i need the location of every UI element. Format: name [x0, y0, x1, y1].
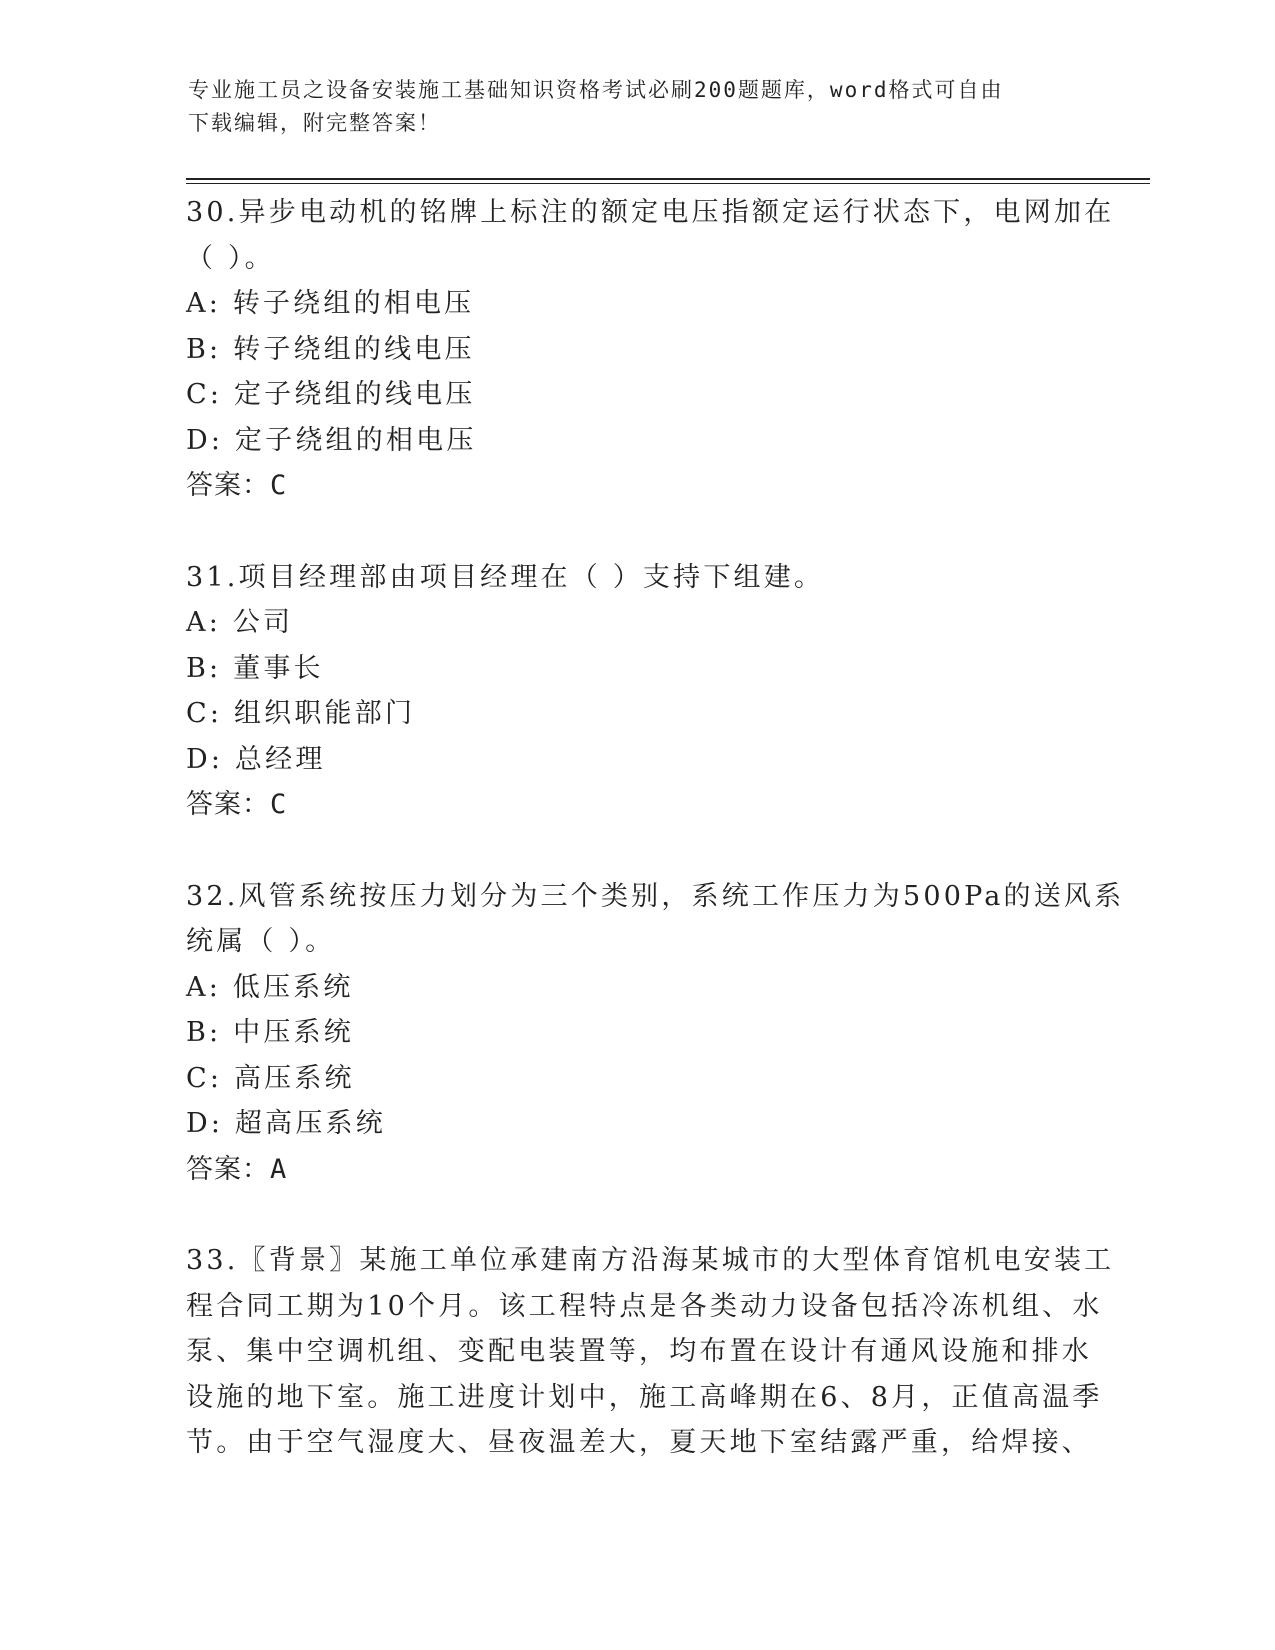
question-stem: 33.〖背景〗某施工单位承建南方沿海某城市的大型体育馆机电安装工	[186, 1245, 1115, 1276]
option-b: B: 董事长	[186, 652, 324, 684]
header-divider-thick	[186, 178, 1150, 180]
answer-label: 答案：	[186, 789, 270, 820]
question-stem: 节。由于空气湿度大、昼夜温差大，夏天地下室结露严重，给焊接、	[186, 1427, 1092, 1458]
question-stem: 泵、集中空调机组、变配电装置等，均布置在设计有通风设施和排水	[186, 1336, 1092, 1367]
header-line-1: 专业施工员之设备安装施工基础知识资格考试必刷200题题库，word格式可自由	[188, 78, 1004, 102]
question-stem: 设施的地下室。施工进度计划中，施工高峰期在6、8月，正值高温季	[186, 1381, 1103, 1413]
answer-label: 答案：	[186, 470, 270, 501]
answer-value: A	[270, 1153, 288, 1185]
answer-value: C	[270, 789, 288, 820]
question-33	[186, 1238, 1115, 1466]
question-32	[186, 874, 1125, 1193]
question-stem: 30.异步电动机的铭牌上标注的额定电压指额定运行状态下，电网加在	[186, 197, 1115, 228]
header-line-2: 下载编辑，附完整答案！	[188, 111, 441, 135]
header-divider-thin	[186, 183, 1150, 184]
question-31	[186, 555, 1086, 828]
option-d: D: 总经理	[186, 743, 326, 775]
answer-line	[186, 463, 1086, 509]
option-a: A: 低压系统	[186, 971, 354, 1003]
answer-label: 答案：	[186, 1153, 270, 1185]
option-c: C: 高压系统	[186, 1062, 355, 1094]
question-30	[186, 190, 1115, 509]
question-stem: 31.项目经理部由项目经理在（ ）支持下组建。	[186, 561, 825, 593]
option-b: B: 中压系统	[186, 1017, 354, 1048]
question-stem: 程合同工期为10个月。该工程特点是各类动力设备包括冷冻机组、水	[186, 1290, 1103, 1322]
question-stem: 统属（ ）。	[186, 926, 336, 957]
option-d: D: 定子绕组的相电压	[186, 424, 477, 456]
option-d: D: 超高压系统	[186, 1108, 386, 1139]
option-a: A: 公司	[186, 607, 294, 638]
answer-line	[186, 1147, 1086, 1193]
option-c: C: 定子绕组的线电压	[186, 379, 476, 410]
question-stem: （ ）。	[186, 242, 275, 274]
document-header	[188, 74, 1068, 140]
answer-value: C	[270, 470, 288, 501]
question-list	[186, 190, 1125, 1512]
option-c: C: 组织职能部门	[186, 698, 416, 729]
question-stem: 32.风管系统按压力划分为三个类别，系统工作压力为500Pa的送风系	[186, 880, 1125, 912]
option-a: A: 转子绕组的相电压	[186, 288, 475, 319]
answer-line	[186, 782, 1086, 828]
option-b: B: 转子绕组的线电压	[186, 333, 475, 365]
